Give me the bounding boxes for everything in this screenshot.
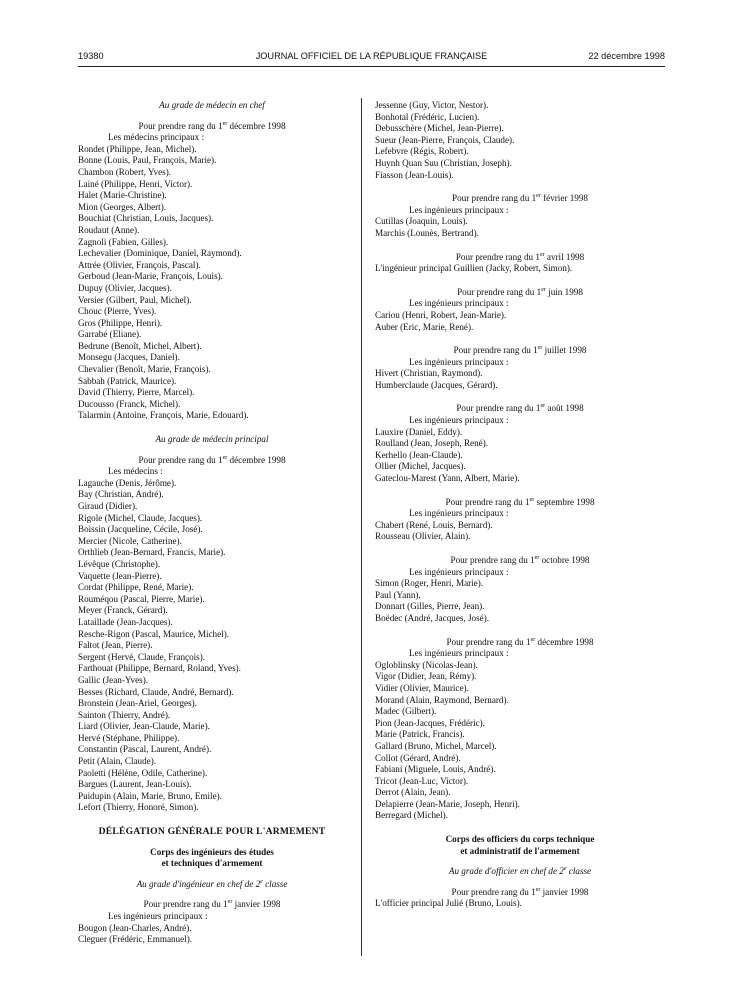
dga-heading: DÉLÉGATION GÉNÉRALE POUR L'ARMEMENT [98,826,326,838]
name-entry: Paul (Yann). [375,589,421,600]
name-entry: Bougon (Jean-Charles, André). [78,922,192,933]
name-entry: Bargues (Laurent, Jean-Louis). [78,779,192,790]
name-list [78,478,346,814]
name-entry: Rouméqou (Pascal, Pierre, Marie). [78,593,205,604]
name-entry: Talarmin (Antoine, François, Marie, Edouard). [78,410,249,421]
name-entry: Ducousso (Franck, Michel). [78,398,181,409]
name-entry: Faltot (Jean, Pierre). [78,640,153,651]
rank-date: Pour prendre rang du 1er octobre 1998 [450,555,590,565]
group-label: Les ingénieurs principaux : [108,911,208,921]
name-entry: Chabert (René, Louis, Bernard). [375,519,493,530]
name-entry: Lataillade (Jean-Jacques). [78,616,173,627]
group-label: Les médecins : [108,466,163,477]
name-entry: Rigole (Michel, Claude, Jacques). [78,512,203,523]
name-entry: Ogloblinsky (Nicolas-Jean). [375,659,478,670]
rank-date: Pour prendre rang du 1er décembre 1998 [138,120,286,131]
name-entry: Rondet (Philippe, Jean, Michel). [78,143,197,154]
name-entry: Meyer (Franck, Gérard). [78,605,168,616]
name-entry: Cutillas (Joaquin, Louis). [375,216,468,227]
name-list [375,520,665,543]
name-entry: Berregard (Michel). [375,810,448,821]
name-entry: Lefebvre (Régis, Robert). [375,146,469,157]
name-entry: Gerboud (Jean-Marie, François, Louis). [78,271,223,282]
rank-date: Pour prendre rang du 1er décembre 1998 [446,636,594,647]
name-entry: Mion (Georges, Albert). [78,201,167,212]
name-entry: Boëdec (André, Jacques, José). [375,612,490,623]
name-list [375,660,665,822]
group-label: Les ingénieurs principaux : [409,648,509,659]
header-rule [78,66,665,67]
right-column [375,100,665,910]
group-label: Les ingénieurs principaux : [409,415,509,426]
rank-date: Pour prendre rang du 1er juin 1998 [457,286,583,297]
single-entry: L'ingénieur principal Guillien (Jacky, Robert, Simon). [375,263,573,274]
name-entry: Hivert (Christian, Raymond). [375,368,483,379]
name-entry: Bronstein (Jean-Ariel, Georges). [78,698,197,709]
column-divider [361,98,362,956]
name-entry: Humberclaude (Jacques, Gérard). [375,379,498,390]
name-entry: Resche-Rigon (Pascal, Maurice, Michel). [78,628,230,639]
section-title: Au grade d'ingénieur en chef de 2e classe [136,878,288,889]
name-entry: Roudaut (Anne). [78,224,140,235]
section-title: Au grade d'officier en chef de 2e classe [448,866,592,877]
name-entry: Gallic (Jean-Yves). [78,674,149,685]
name-entry: Bedrune (Benoît, Michel, Albert). [78,340,202,351]
name-entry: Pion (Jean-Jacques, Frédéric). [375,717,485,728]
name-list [375,427,665,485]
name-entry: David (Thierry, Pierre, Marcel). [78,387,195,398]
name-entry: Morand (Alain, Raymond, Bernard). [375,694,509,705]
name-entry: Sabbah (Patrick, Maurice). [78,375,177,386]
name-entry: Liard (Olivier, Jean-Claude, Marie). [78,721,210,732]
name-entry: Collot (Gérard, André). [375,752,461,763]
name-entry: Farthouat (Philippe, Bernard, Roland, Yves). [78,663,241,674]
name-entry: Petit (Alain, Claude). [78,756,157,767]
rank-date: Pour prendre rang du 1er janvier 1998 [143,899,281,910]
name-entry: Constantin (Pascal, Laurent, André). [78,744,212,755]
name-entry: Cleguer (Frédéric, Emmanuel). [78,934,193,945]
rank-date: Pour prendre rang du 1er juillet 1998 [453,345,587,356]
name-entry: Fabiani (Miguele, Louis, André). [375,764,496,775]
page-header [78,51,665,65]
name-entry: Lefort (Thierry, Honoré, Simon). [78,802,199,813]
rank-date: Pour prendre rang du 1er septembre 1998 [445,496,595,507]
corps-heading: Corps des ingénieurs des études [150,846,274,857]
name-entry: Lauxire (Daniel, Eddy). [375,426,463,437]
name-entry: Sergent (Hervé, Claude, François). [78,651,206,662]
corps-heading-2: et administratif de l'armement [460,845,580,856]
single-entry: L'officier principal Julié (Bruno, Louis). [375,898,522,909]
name-entry: Gros (Philippe, Henri). [78,317,163,328]
name-entry: Derrot (Alain, Jean). [375,787,451,798]
name-list [78,144,346,422]
group-label: Les ingénieurs principaux : [409,508,509,519]
name-entry: Zagnoli (Fabien, Gilles). [78,236,169,247]
group-label: Les médecins principaux : [108,132,205,143]
name-entry: Gateclou-Marest (Yann, Albert, Marie). [375,473,520,484]
name-entry: Delapierre (Jean-Marie, Joseph, Henri). [375,798,520,809]
rank-date: Pour prendre rang du 1er janvier 1998 [451,886,589,897]
name-entry: Rousseau (Olivier, Alain). [375,531,471,542]
name-list [375,310,665,333]
rank-date: Pour prendre rang du 1er février 1998 [452,193,588,204]
name-entry: Simon (Roger, Henri, Marie). [375,578,484,589]
name-entry: Huynh Quan Suu (Christian, Joseph). [375,157,512,168]
name-entry: Madec (Gilbert). [375,706,437,717]
name-entry: Vigor (Didier, Jean, Rémy). [375,671,477,682]
name-entry: Marchis (Lounès, Bertrand). [375,227,479,238]
group-label: Les ingénieurs principaux : [409,204,509,215]
name-entry: Chevalier (Benoît, Marie, François). [78,364,211,375]
name-entry: Jessenne (Guy, Victor, Nestor). [375,100,489,110]
name-entry: Vidier (Olivier, Maurice). [375,682,469,693]
name-list [375,100,665,181]
name-entry: Bonhotal (Frédéric, Lucien). [375,111,480,122]
corps-heading-2: et techniques d'armement [161,858,263,869]
group-label: Les ingénieurs principaux : [409,356,509,367]
name-entry: Debusschère (Michel, Jean-Pierre). [375,123,504,134]
name-entry: Marie (Patrick, Francis). [375,729,465,740]
name-entry: Tricot (Jean-Luc, Victor). [375,775,469,786]
name-entry: Hervé (Stéphane, Philippe). [78,732,180,743]
name-entry: Besses (Richard, Claude, André, Bernard). [78,686,234,697]
name-entry: Lechevalier (Dominique, Daniel, Raymond). [78,248,242,259]
name-entry: Chouc (Pierre, Yves). [78,306,157,317]
name-entry: Puidupin (Alain, Marie, Bruno, Emile). [78,790,222,801]
name-entry: Gallard (Bruno, Michel, Marcel). [375,740,497,751]
group-label: Les ingénieurs principaux : [409,298,509,309]
issue-date: 22 décembre 1998 [588,51,665,61]
name-list [375,578,665,624]
name-entry: Paoletti (Hélène, Odile, Catherine). [78,767,208,778]
name-list [375,368,665,391]
name-entry: Orthlieb (Jean-Bernard, Francis, Marie). [78,547,226,558]
name-entry: Vaquette (Jean-Pierre). [78,570,162,581]
name-entry: Boissin (Jacqueline, Cécile, José). [78,524,203,535]
name-entry: Monsegu (Jacques, Daniel). [78,352,180,363]
rank-date: Pour prendre rang du 1er août 1998 [456,403,584,414]
name-entry: Bonne (Louis, Paul, François, Marie). [78,155,217,166]
name-entry: Lagauche (Denis, Jérôme). [78,477,177,488]
name-entry: Versier (Gilbert, Paul, Michel). [78,294,192,305]
name-entry: Halet (Marie-Christine). [78,190,167,201]
name-entry: Bouchiat (Christian, Louis, Jacques). [78,213,214,224]
name-list [78,923,346,946]
journal-title: JOURNAL OFFICIEL DE LA RÉPUBLIQUE FRANÇAISE [255,51,488,61]
name-entry: Giraud (Didier). [78,501,138,511]
section-title: Au grade de médecin principal [155,434,269,445]
name-entry: Bay (Christian, André). [78,489,164,500]
corps-heading: Corps des officiers du corps technique [445,834,595,845]
name-entry: Roulland (Jean, Joseph, René). [375,438,489,449]
name-entry: Lainé (Philippe, Henri, Victor). [78,178,193,189]
left-column [78,100,346,946]
name-entry: Cariou (Henri, Robert, Jean-Marie). [375,309,507,320]
name-entry: Dupuy (Olivier, Jacques). [78,282,172,293]
name-entry: Sueur (Jean-Pierre, François, Claude). [375,134,515,145]
name-entry: Auber (Eric, Marie, René). [375,321,474,332]
name-entry: Cordat (Philippe, René, Marie). [78,582,194,593]
name-list [375,216,665,239]
name-entry: Fiasson (Jean-Louis). [375,169,454,180]
rank-date: Pour prendre rang du 1er décembre 1998 [138,454,286,465]
section-title: Au grade de médecin en chef [159,100,265,110]
rank-date: Pour prendre rang du 1er avril 1998 [455,251,585,262]
name-entry: Kerhello (Jean-Claude). [375,449,463,460]
name-entry: Ollier (Michel, Jacques). [375,461,466,472]
name-entry: Donnart (Gilles, Pierre, Jean). [375,601,485,612]
group-label: Les ingénieurs principaux : [409,566,509,577]
name-entry: Mercier (Nicole, Catherine). [78,535,182,546]
name-entry: Chambon (Robert, Yves). [78,166,172,177]
name-entry: Lévêque (Christophe). [78,558,161,569]
name-entry: Sainton (Thierry, André). [78,709,171,720]
name-entry: Attrée (Olivier, François, Pascal). [78,259,201,270]
page-number: 19380 [78,51,104,61]
name-entry: Garrabé (Eliane). [78,329,142,340]
